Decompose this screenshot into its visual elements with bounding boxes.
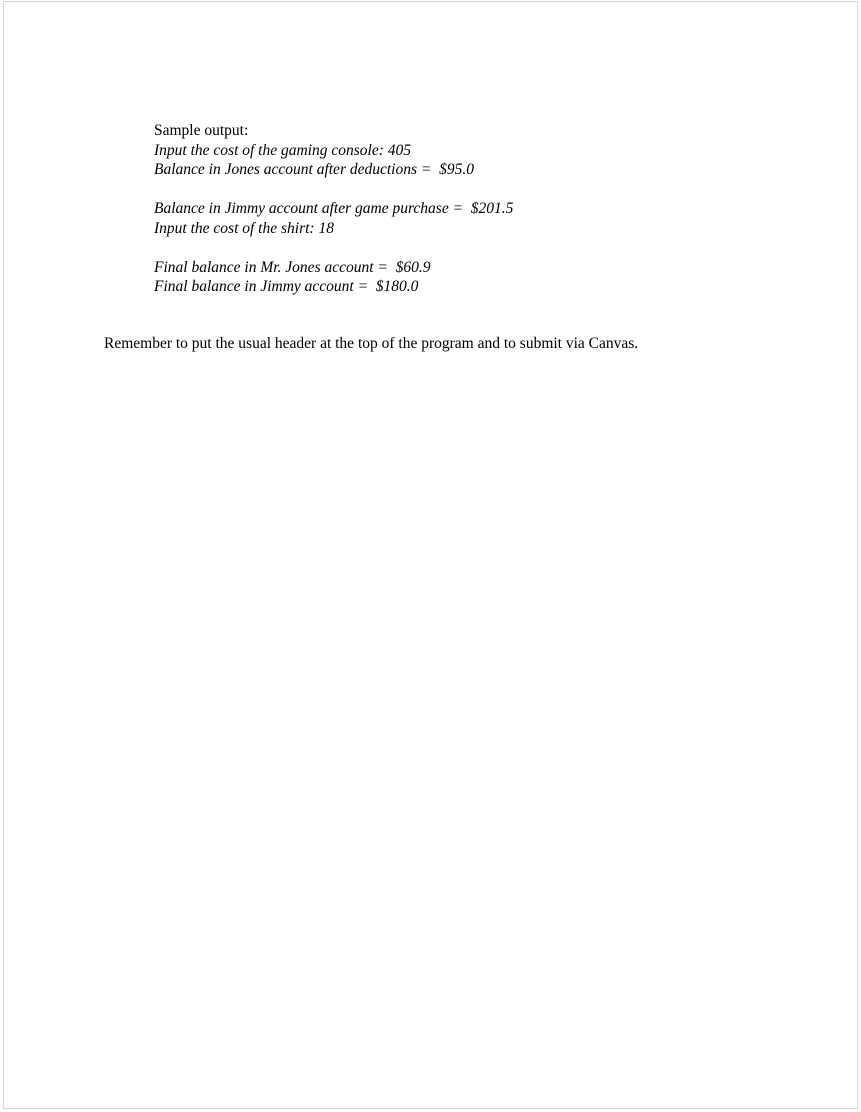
sample-line-final-jones: Final balance in Mr. Jones account = $60.9 — [154, 258, 431, 276]
sample-line-jones-balance: Balance in Jones account after deductions = $95.0 — [154, 161, 474, 178]
sample-output-heading: Sample output: — [154, 122, 249, 139]
line-gap — [154, 180, 513, 200]
sample-output-block — [154, 121, 513, 297]
sample-line-shirt-input: Input the cost of the shirt: 18 — [154, 219, 334, 237]
sample-line-console-input: Input the cost of the gaming console: 405 — [154, 141, 411, 159]
line-gap — [154, 238, 513, 258]
sample-line-jimmy-balance: Balance in Jimmy account after game purchase = $201.5 — [154, 200, 514, 217]
sample-line-final-jimmy: Final balance in Jimmy account = $180.0 — [154, 278, 419, 295]
reminder-paragraph: Remember to put the usual header at the top of the program and to submit via Canvas. — [104, 335, 639, 352]
